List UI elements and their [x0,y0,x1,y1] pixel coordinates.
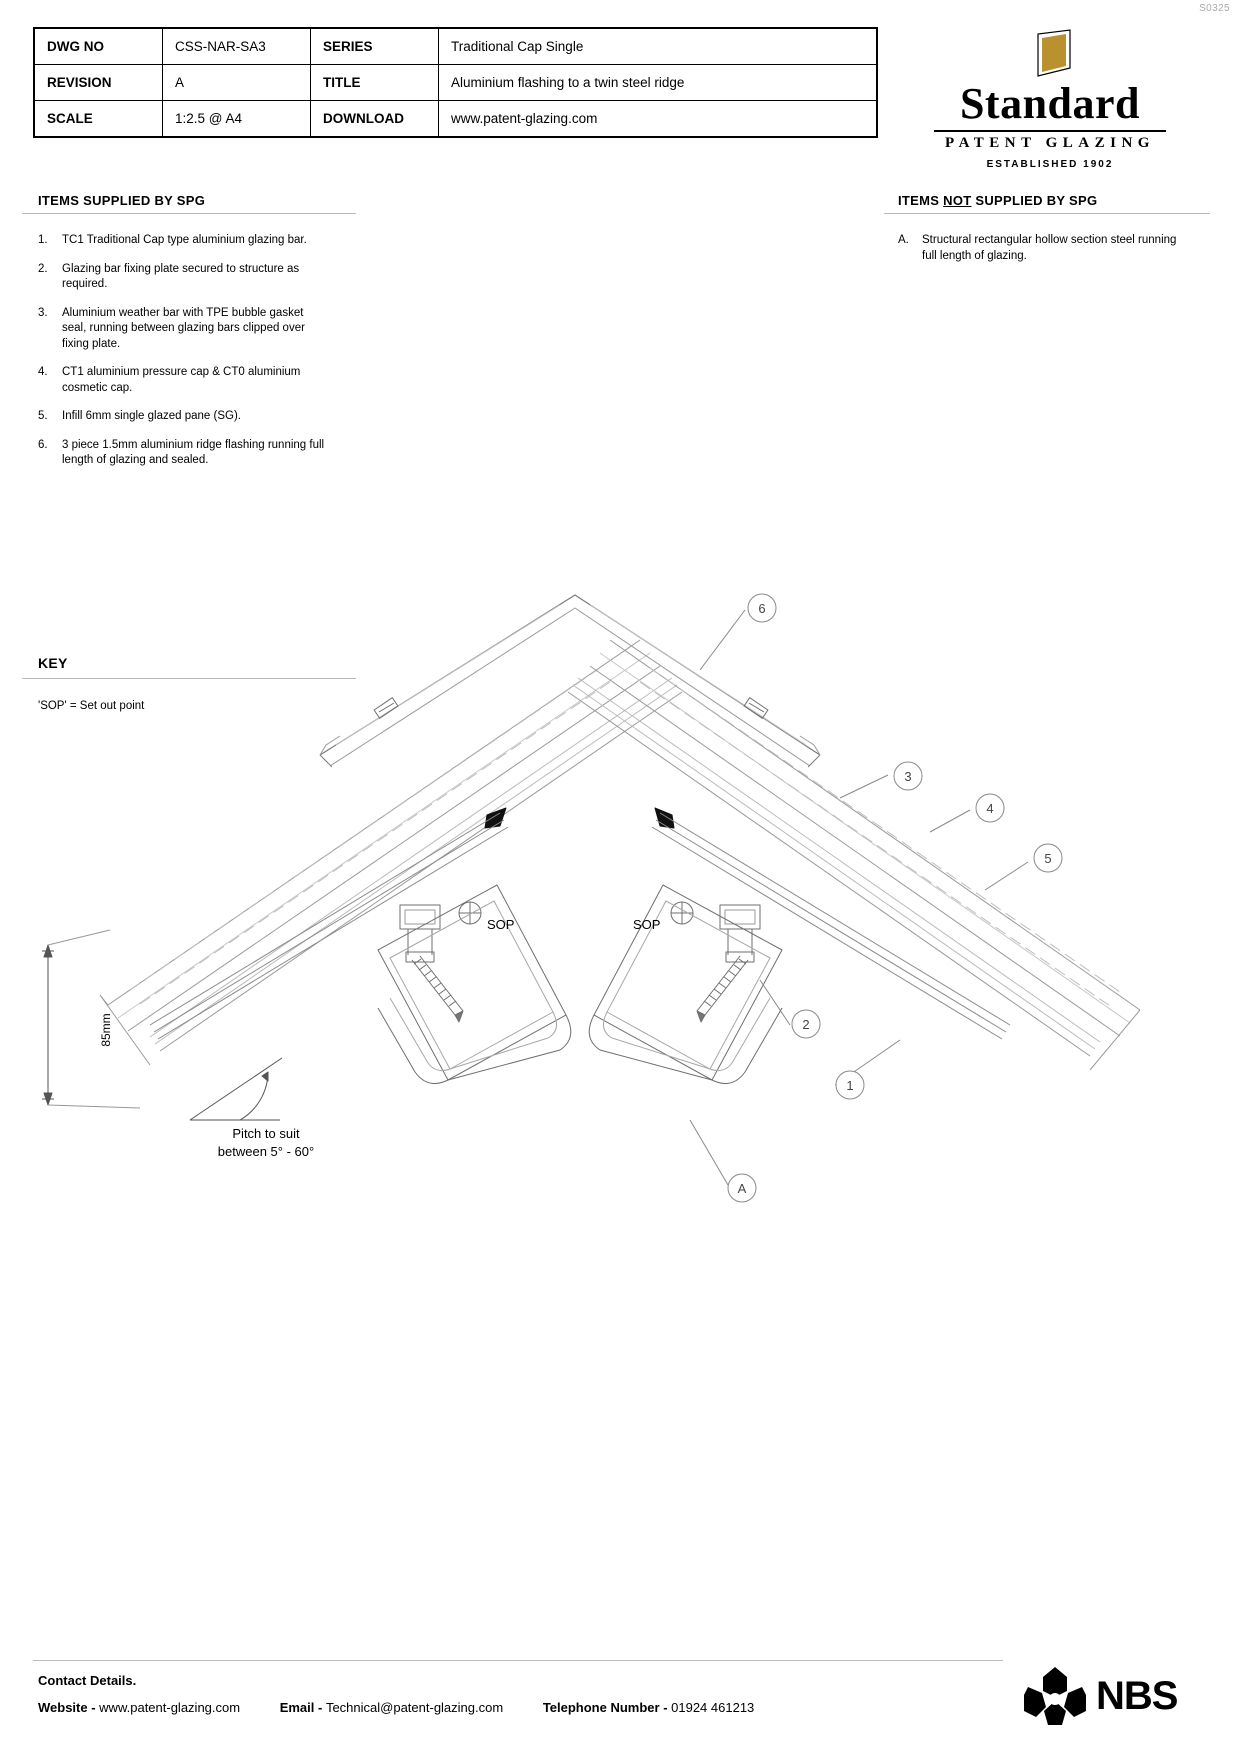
callout-label-4: 4 [986,801,994,816]
item-text: CT1 aluminium pressure cap & CT0 aluminium cosmetic cap. [62,366,301,394]
title-block-row [35,101,876,136]
cap-clip-left [374,698,398,719]
not-supplied-heading [898,193,1097,208]
scale-value: 1:2.5 @ A4 [163,101,311,136]
revision-label: REVISION [35,65,163,100]
list-item [38,306,328,353]
phone-label: Telephone Number - [542,1700,672,1715]
scale-label: SCALE [35,101,163,136]
supplied-heading-rule [22,213,356,214]
footer-divider [33,1660,1003,1661]
pitch-angle [190,1058,282,1120]
sop-label-left: SOP [487,917,515,932]
item-number: A. [898,234,909,246]
nbs-logo [1022,1663,1177,1729]
logo-established: ESTABLISHED 1902 [986,159,1114,170]
dwg-no-value: CSS-NAR-SA3 [163,29,311,64]
title-block-row [35,29,876,65]
list-item [38,262,328,293]
download-label: DOWNLOAD [311,101,439,136]
steel-rhs-right [589,885,782,1084]
list-item [38,438,328,469]
email-entry [280,1700,503,1715]
sop-marker-left [459,902,481,924]
callout-bubbles [728,594,1062,1202]
contact-title: Contact Details. [38,1673,137,1688]
series-label: SERIES [311,29,439,64]
not-supplied-heading-not: NOT [943,193,972,208]
item-text: Infill 6mm single glazed pane (SG). [62,410,241,422]
callout-label-3: 3 [904,769,912,784]
email-value[interactable]: Technical@patent-glazing.com [325,1700,504,1715]
supplied-items [38,233,328,482]
logo-divider [934,130,1166,132]
title-block-row [35,65,876,101]
item-number: 1. [38,234,48,246]
item-number: 2. [38,262,48,275]
nbs-label: NBS [1096,1673,1178,1718]
item-number: 3. [38,306,48,319]
list-item [38,233,328,249]
list-item [38,365,328,396]
dimension-label: 85mm [99,1013,113,1047]
technical-drawing [0,560,1240,1260]
callout-label-1: 1 [846,1078,854,1093]
dimension-85mm [42,930,140,1108]
phone-entry [543,1700,754,1715]
list-item [898,233,1193,264]
callout-leaders [690,610,1028,1185]
item-text: TC1 Traditional Cap type aluminium glazing bar. [62,234,307,246]
left-weather-bar [150,813,508,1039]
ridge-flashing [320,595,820,767]
item-text: Aluminium weather bar with TPE bubble gasket seal, running between glazing bars clipped over fixing plate. [62,306,305,350]
nbs-mark-icon [1022,1663,1088,1729]
series-value: Traditional Cap Single [451,39,584,54]
item-text: Glazing bar fixing plate secured to structure as required. [62,262,300,290]
company-logo [920,28,1180,170]
dwg-no-label: DWG NO [35,29,163,64]
left-glazing-assembly [100,640,682,1065]
cap-clip-right [744,698,768,719]
callout-label-2: 2 [802,1017,810,1032]
title-block [33,27,878,138]
download-value[interactable]: www.patent-glazing.com [451,111,598,126]
email-label: Email - [279,1700,326,1715]
not-supplied-heading-pre: ITEMS [898,193,944,208]
phone-value: 01924 461213 [671,1700,755,1715]
item-number: 5. [38,410,48,422]
item-text: 3 piece 1.5mm aluminium ridge flashing running full length of glazing and sealed. [62,438,325,466]
drawing-svg [0,560,1240,1260]
logo-name: Standard [959,79,1141,128]
item-number: 4. [38,366,48,378]
title-value: Aluminium flashing to a twin steel ridge [451,75,685,90]
key-heading: KEY [38,655,68,671]
footer-contact-line [38,1700,790,1715]
logo-subtitle: PATENT GLAZING [945,135,1155,151]
website-entry [38,1700,240,1715]
callout-label-a: A [737,1181,747,1196]
key-text: 'SOP' = Set out point [38,700,145,712]
pitch-label-line1: Pitch to suit [232,1126,300,1141]
title-label: TITLE [311,65,439,100]
callout-label-5: 5 [1044,851,1052,866]
not-supplied-heading-rule [884,213,1210,214]
callout-label-6: 6 [758,601,766,616]
item-text: Structural rectangular hollow section steel running full length of glazing. [922,234,1177,262]
list-item [38,409,328,425]
pitch-label-line2: between 5° - 60° [217,1144,315,1159]
website-value[interactable]: www.patent-glazing.com [99,1700,241,1715]
supplied-heading: ITEMS SUPPLIED BY SPG [38,193,206,208]
sop-label-right: SOP [633,917,661,932]
not-supplied-items [898,233,1193,277]
right-weather-bar [652,813,1010,1039]
website-label: Website - [38,1700,100,1715]
revision-value: A [163,65,311,100]
steel-rhs-left [378,885,571,1084]
flag-icon [920,28,1180,80]
not-supplied-heading-post: SUPPLIED BY SPG [971,193,1098,208]
item-number: 6. [38,438,48,451]
document-code: S0325 [1199,3,1230,14]
